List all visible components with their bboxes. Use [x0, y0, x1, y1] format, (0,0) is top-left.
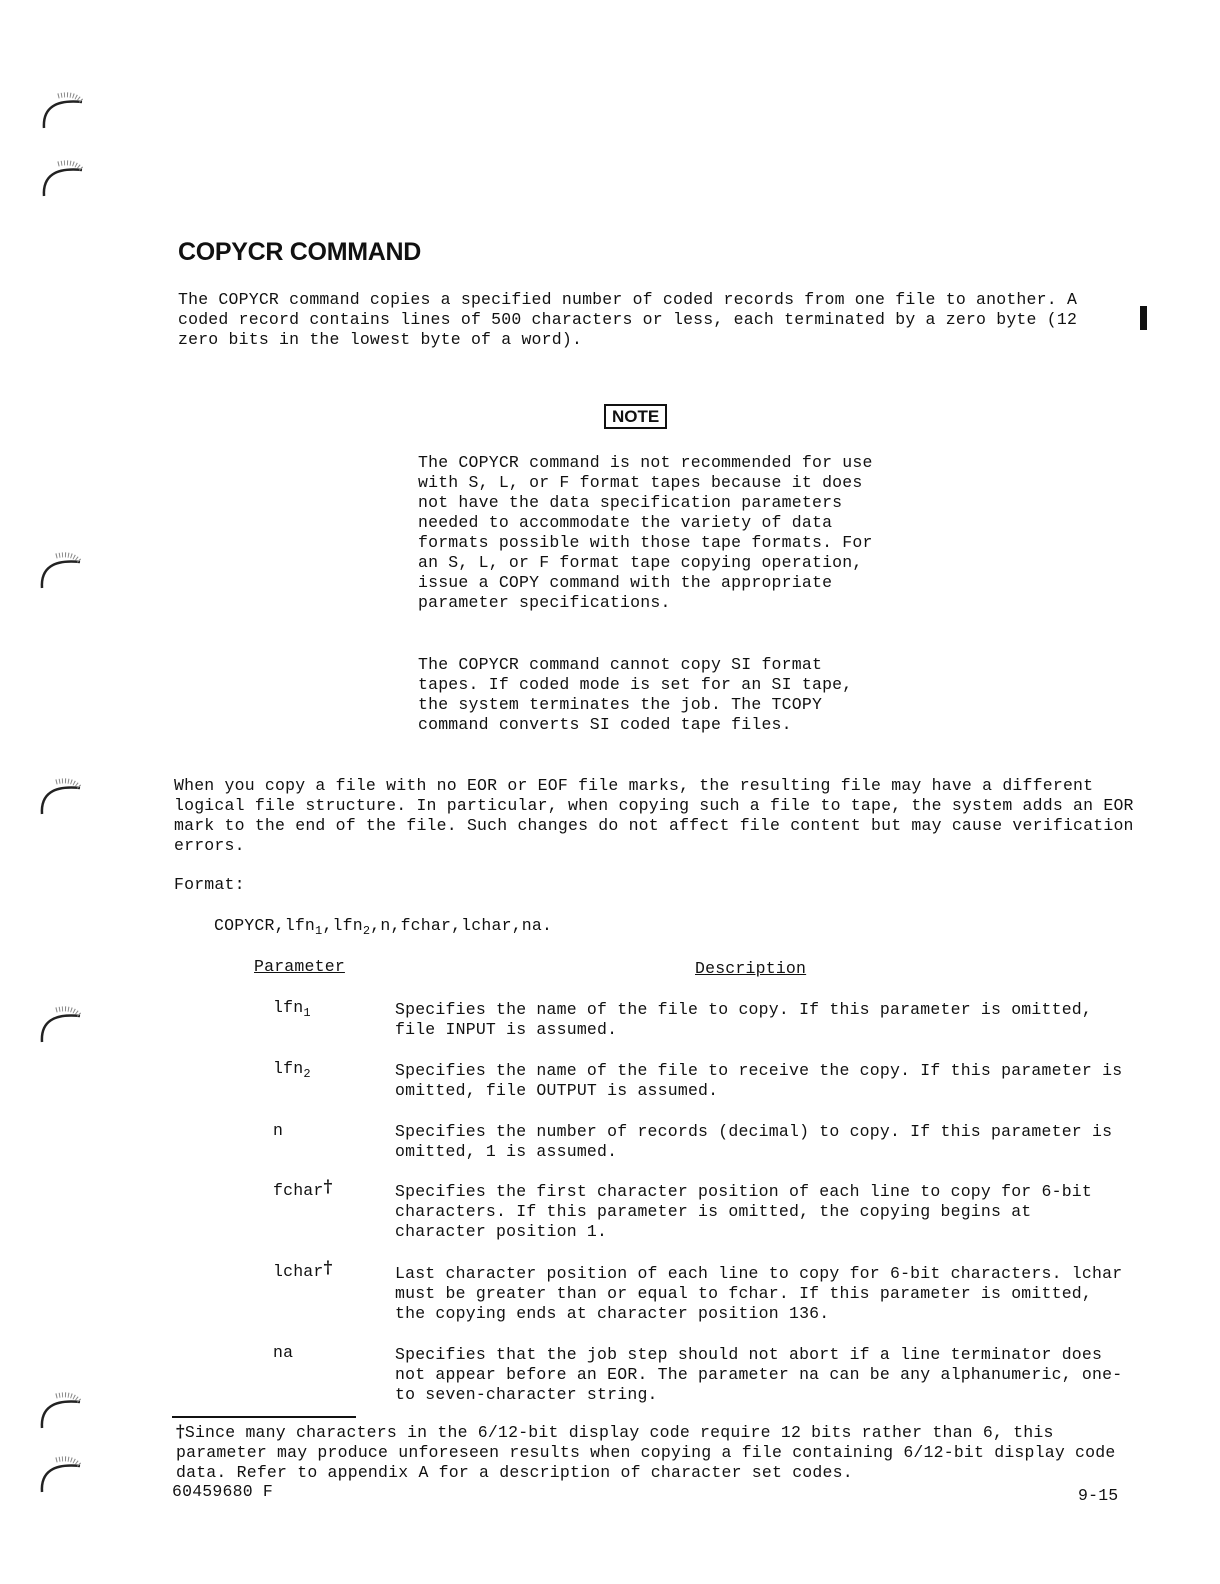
parameter-name-text: fchar [273, 1181, 324, 1200]
document-number: 60459680 F [172, 1482, 274, 1501]
binder-hole-icon [36, 1388, 90, 1438]
parameter-subscript: 1 [303, 1006, 311, 1020]
parameter-description: Specifies the name of the file to copy. If this parameter is omitted, file INPUT is assumed. [395, 1000, 1093, 1039]
parameter-name-text: lfn [273, 1059, 304, 1078]
parameter-name [273, 1059, 311, 1079]
format-label: Format: [174, 875, 245, 894]
binder-hole-icon [36, 548, 90, 598]
binder-hole-icon [38, 88, 92, 138]
footnote-text: Since many characters in the 6/12-bit display code require 12 bits rather than 6, this parameter may produce unforeseen results when copying a file containing 6/12-bit display code data. Refer to appendix A for a description of character set codes. [176, 1423, 1116, 1482]
parameter-name-text: na [273, 1343, 294, 1362]
format-command [214, 916, 552, 936]
binder-hole-icon [36, 1002, 90, 1052]
description-column-header: Description [695, 959, 807, 978]
note-paragraph-1: The COPYCR command is not recommended for use with S, L, or F format tapes because it does not have the data specification parameters needed to accommodate the variety of data formats possible with those tape formats. For an S, L, or F format tape copying operation, issue a COPY command with the appropriate parameter specifications. [418, 453, 873, 612]
parameter-description: Specifies the name of the file to receive the copy. If this parameter is omitted, file OUTPUT is assumed. [395, 1061, 1123, 1100]
page-number: 9-15 [1078, 1486, 1119, 1505]
parameter-name [273, 1121, 283, 1141]
parameter-description: Specifies that the job step should not abort if a line terminator does not appear before an EOR. The parameter na can be any alphanumeric, one- to seven-character string. [395, 1345, 1123, 1404]
parameter-name-text: n [273, 1121, 284, 1140]
parameter-name-text: lfn [273, 998, 304, 1017]
page-title: COPYCR COMMAND [178, 238, 422, 266]
format-command-part: COPYCR,lfn [214, 916, 316, 935]
binder-hole-icon [38, 156, 92, 206]
note-paragraph-2: The COPYCR command cannot copy SI format tapes. If coded mode is set for an SI tape, the system terminates the job. The TCOPY command converts SI coded tape files. [418, 655, 853, 734]
parameter-description: Specifies the number of records (decimal) to copy. If this parameter is omitted, 1 is assumed. [395, 1122, 1113, 1161]
binder-hole-icon [36, 1452, 90, 1502]
parameter-description: Last character position of each line to copy for 6-bit characters. lchar must be greater than or equal to fchar. If this parameter is omitted, the copying ends at character position 136. [395, 1264, 1123, 1323]
format-subscript: 2 [362, 924, 371, 938]
parameter-name-text: lchar [273, 1262, 324, 1281]
format-command-part: ,lfn [322, 916, 363, 935]
parameter-description: Specifies the first character position of each line to copy for 6-bit characters. If this parameter is omitted, the copying begins at character position 1. [395, 1182, 1093, 1241]
note-label: NOTE [604, 404, 667, 429]
format-command-part: ,n,fchar,lchar,na. [370, 916, 553, 935]
parameter-name [273, 1258, 333, 1282]
format-subscript: 1 [315, 924, 323, 938]
footnote-rule [172, 1416, 356, 1418]
body-paragraph: When you copy a file with no EOR or EOF file marks, the resulting file may have a different logical file structure. In particular, when copying such a file to tape, the system adds an EOR mark to the end of the file. Such changes do not affect file content but may cause verification errors. [174, 776, 1134, 855]
footnote [176, 1422, 1116, 1483]
dagger-mark: † [323, 1258, 333, 1278]
footnote-dagger: † [176, 1422, 185, 1441]
binder-hole-icon [36, 774, 90, 824]
parameter-name [273, 1177, 333, 1201]
parameter-column-header: Parameter [254, 957, 345, 976]
change-bar [1140, 306, 1147, 330]
dagger-mark: † [323, 1177, 333, 1197]
intro-paragraph: The COPYCR command copies a specified number of coded records from one file to another. A coded record contains lines of 500 characters or less, each terminated by a zero byte (12 zero bits in the lowest byte of a word). [178, 290, 1078, 349]
parameter-name [273, 1343, 293, 1363]
parameter-name [273, 998, 311, 1018]
parameter-subscript: 2 [303, 1067, 311, 1081]
